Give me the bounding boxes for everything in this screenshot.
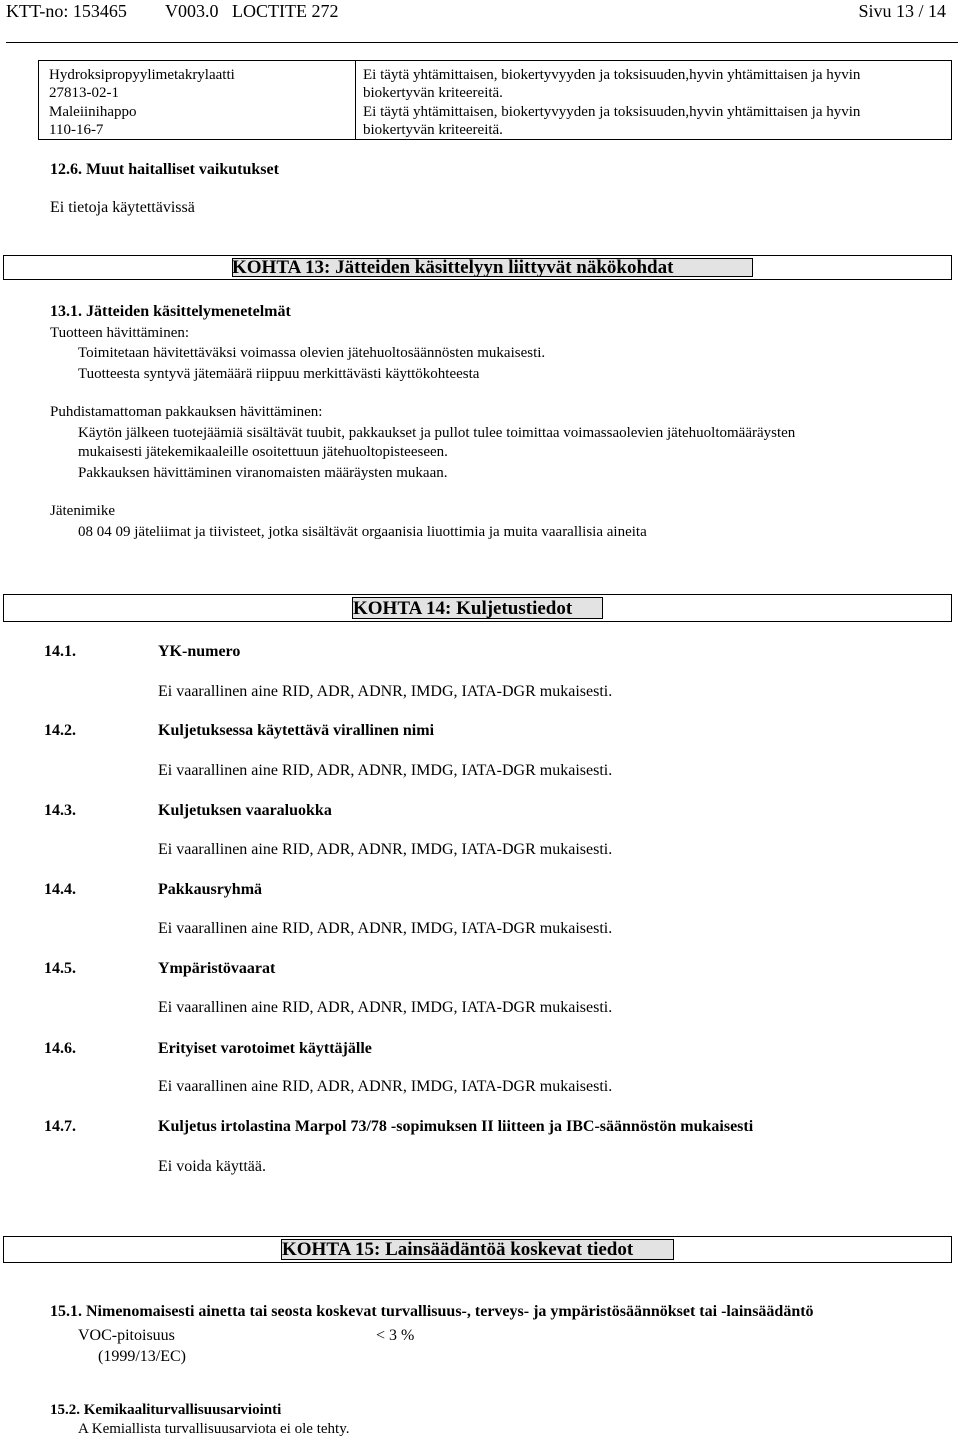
item-label: Kuljetuksen vaaraluokka: [158, 802, 332, 819]
item-label: Pakkausryhmä: [158, 881, 263, 898]
header-rule: [6, 42, 958, 43]
header-version: V003.0: [165, 1, 219, 21]
item-number: 14.5.: [44, 960, 76, 977]
section-13-title: KOHTA 13: Jätteiden käsittelyyn liittyvät näkökohdat: [232, 257, 674, 278]
substance-assessment-line2: biokertyvän kriteereitä.: [363, 85, 503, 101]
item-number: 14.7.: [44, 1118, 76, 1135]
item-number: 14.2.: [44, 722, 76, 739]
substance-assessment-line2: biokertyvän kriteereitä.: [363, 122, 503, 138]
section-15-2-heading: 15.2. Kemikaaliturvallisuusarviointi: [50, 1402, 282, 1418]
section-12-6-heading: 12.6. Muut haitalliset vaikutukset: [50, 161, 279, 178]
disposal-line-1: Toimitetaan hävitettäväksi voimassa olevien jätehuoltosäännösten mukaisesti.: [78, 345, 546, 361]
disposal-label: Tuotteen hävittäminen:: [50, 325, 190, 341]
waste-code-label: Jätenimike: [50, 503, 115, 519]
substance-table: [38, 60, 952, 140]
packaging-line-1: Käytön jälkeen tuotejäämiä sisältävät tuubit, pakkaukset ja pullot tulee toimittaa voimassaolevien jätehuoltomääräysten: [78, 425, 796, 441]
packaging-line-2: mukaisesti jätekemikaaleille osoitettuun jätehuoltopisteeseen.: [78, 444, 448, 460]
header-product: LOCTITE 272: [232, 1, 339, 21]
voc-value: < 3 %: [376, 1327, 415, 1344]
item-label: YK-numero: [158, 643, 241, 660]
item-value: Ei vaarallinen aine RID, ADR, ADNR, IMDG, IATA-DGR mukaisesti.: [158, 920, 613, 937]
section-15-title: KOHTA 15: Lainsäädäntöä koskevat tiedot: [282, 1239, 634, 1260]
item-value: Ei vaarallinen aine RID, ADR, ADNR, IMDG, IATA-DGR mukaisesti.: [158, 999, 613, 1016]
section-12-6-text: Ei tietoja käytettävissä: [50, 199, 195, 216]
substance-cas: 110-16-7: [49, 122, 104, 138]
voc-reference: (1999/13/EC): [98, 1348, 186, 1365]
item-number: 14.3.: [44, 802, 76, 819]
item-label: Kuljetuksessa käytettävä virallinen nimi: [158, 722, 435, 739]
voc-label: VOC-pitoisuus: [78, 1327, 175, 1344]
item-value: Ei voida käyttää.: [158, 1158, 266, 1175]
item-label: Erityiset varotoimet käyttäjälle: [158, 1040, 372, 1057]
section-13-1-heading: 13.1. Jätteiden käsittelymenetelmät: [50, 303, 291, 320]
substance-cas: 27813-02-1: [49, 85, 119, 101]
substance-name: Hydroksipropyylimetakrylaatti: [49, 67, 235, 83]
packaging-label: Puhdistamattoman pakkauksen hävittäminen:: [50, 404, 323, 420]
header-page-number: Sivu 13 / 14: [858, 1, 946, 21]
substance-name: Maleiinihappo: [49, 104, 137, 120]
item-number: 14.6.: [44, 1040, 76, 1057]
item-label: Ympäristövaarat: [158, 960, 276, 977]
header-doc-id: KTT-no: 153465: [6, 1, 127, 21]
item-value: Ei vaarallinen aine RID, ADR, ADNR, IMDG, IATA-DGR mukaisesti.: [158, 683, 613, 700]
item-number: 14.1.: [44, 643, 76, 660]
section-14-title: KOHTA 14: Kuljetustiedot: [353, 598, 573, 619]
disposal-line-2: Tuotteesta syntyvä jätemäärä riippuu merkittävästi käyttökohteesta: [78, 366, 480, 382]
item-value: Ei vaarallinen aine RID, ADR, ADNR, IMDG, IATA-DGR mukaisesti.: [158, 762, 613, 779]
section-15-2-text: A Kemiallista turvallisuusarviota ei ole tehty.: [78, 1421, 350, 1437]
substance-assessment-line1: Ei täytä yhtämittaisen, biokertyvyyden ja toksisuuden,hyvin yhtämittaisen ja hyvin: [363, 104, 861, 120]
packaging-line-3: Pakkauksen hävittäminen viranomaisten määräysten mukaan.: [78, 465, 448, 481]
item-value: Ei vaarallinen aine RID, ADR, ADNR, IMDG, IATA-DGR mukaisesti.: [158, 841, 613, 858]
item-label: Kuljetus irtolastina Marpol 73/78 -sopimuksen II liitteen ja IBC-säännöstön mukaisesti: [158, 1118, 754, 1135]
item-number: 14.4.: [44, 881, 76, 898]
item-value: Ei vaarallinen aine RID, ADR, ADNR, IMDG, IATA-DGR mukaisesti.: [158, 1078, 613, 1095]
table-divider: [355, 61, 356, 139]
substance-assessment-line1: Ei täytä yhtämittaisen, biokertyvyyden ja toksisuuden,hyvin yhtämittaisen ja hyvin: [363, 67, 861, 83]
waste-code-value: 08 04 09 jäteliimat ja tiivisteet, jotka sisältävät orgaanisia liuottimia ja muita vaarallisia aineita: [78, 524, 647, 540]
section-15-1-heading: 15.1. Nimenomaisesti ainetta tai seosta koskevat turvallisuus-, terveys- ja ympäristösäännökset tai -lainsäädäntö: [50, 1303, 814, 1320]
